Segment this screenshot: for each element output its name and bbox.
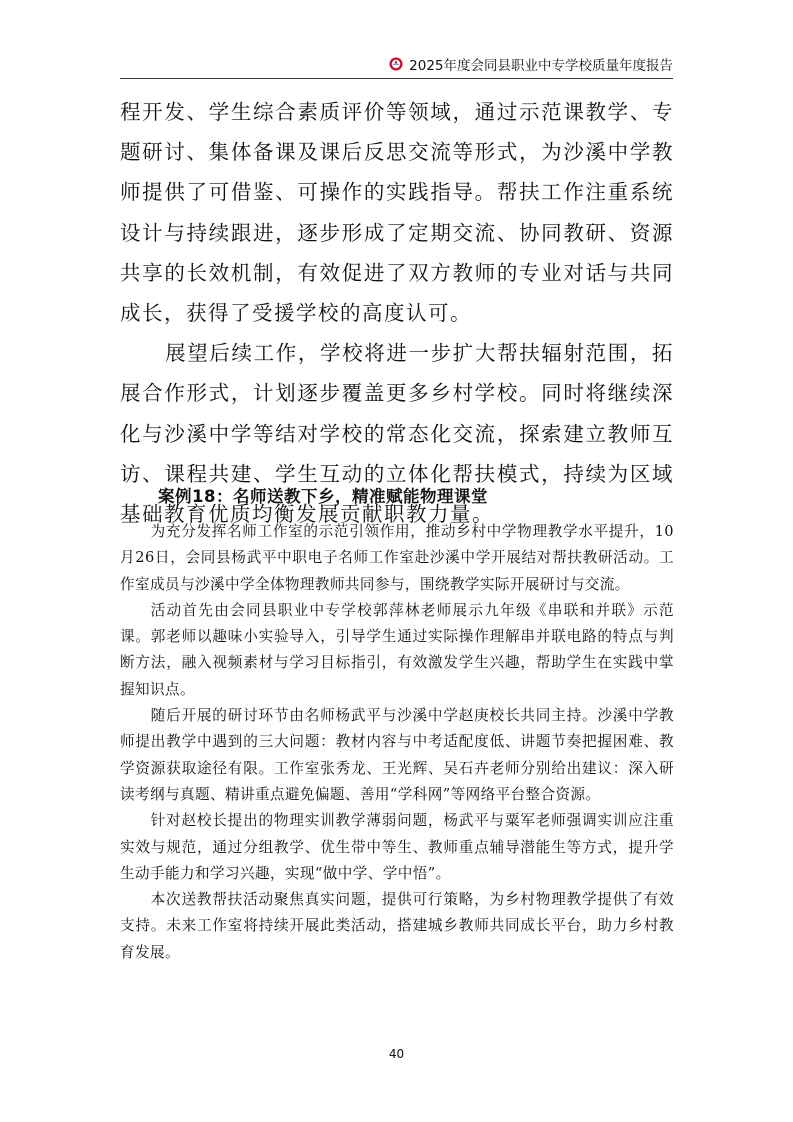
continuation-text: [120, 92, 674, 534]
page-number: 40: [388, 1047, 405, 1061]
case-paragraph: 随后开展的研讨环节由名师杨武平与沙溪中学赵庚校长共同主持。沙溪中学教师提出教学中遇到的三大问题：教材内容与中考适配度低、讲题节奏把握困难、教学资源获取途径有限。工作室张秀龙、王光辉、吴石卉老师分别给出建议：深入研读考纲与真题、精讲重点避免偏题、善用“学科网”等网络平台整合资源。: [120, 707, 674, 803]
header-title: 2025年度会同县职业中专学校质量年度报告: [409, 58, 673, 74]
paragraph-continued: 程开发、学生综合素质评价等领域，通过示范课教学、专题研讨、集体备课及课后反思交流等形式，为沙溪中学教师提供了可借鉴、可操作的实践指导。帮扶工作注重系统设计与持续跟进，逐步形成了定期交流、协同教研、资源共享的长效机制，有效促进了双方教师的专业对话与共同成长，获得了受援学校的高度认可。: [120, 100, 674, 326]
case-body: [120, 519, 674, 966]
case-paragraph: 为充分发挥名师工作室的示范引领作用，推动乡村中学物理教学水平提升，10月26日，会同县杨武平中职电子名师工作室赴沙溪中学开展结对帮扶教研活动。工作室成员与沙溪中学全体物理教师共同参与，围绕教学实际开展研讨与交流。: [120, 523, 674, 593]
header-divider: [120, 78, 673, 79]
school-logo-icon: [389, 57, 403, 71]
paragraph-outlook: 展望后续工作，学校将进一步扩大帮扶辐射范围，拓展合作形式，计划逐步覆盖更多乡村学校。同时将继续深化与沙溪中学等结对学校的常态化交流，探索建立教师互访、课程共建、学生互动的立体化帮扶模式，持续为区域基础教育优质均衡发展贡献职教力量。: [120, 341, 674, 527]
case-paragraph: 活动首先由会同县职业中专学校郭萍林老师展示九年级《串联和并联》示范课。郭老师以趣味小实验导入，引导学生通过实际操作理解串并联电路的特点与判断方法，融入视频素材与学习目标指引，有效激发学生兴趣，帮助学生在实践中掌握知识点。: [120, 601, 674, 698]
case-paragraph: 本次送教帮扶活动聚焦真实问题，提供可行策略，为乡村物理教学提供了有效支持。未来工作室将持续开展此类活动，搭建城乡教师共同成长平台，助力乡村教育发展。: [120, 891, 674, 961]
case-paragraph: 针对赵校长提出的物理实训教学薄弱问题，杨武平与粟军老师强调实训应注重实效与规范，通过分组教学、优生带中等生、教师重点辅导潜能生等方式，提升学生动手能力和学习兴趣，实现“做中学、学中悟”。: [120, 812, 674, 882]
case-heading: 案例18：名师送教下乡，精准赋能物理课堂: [158, 487, 488, 506]
page-header: [389, 54, 673, 74]
